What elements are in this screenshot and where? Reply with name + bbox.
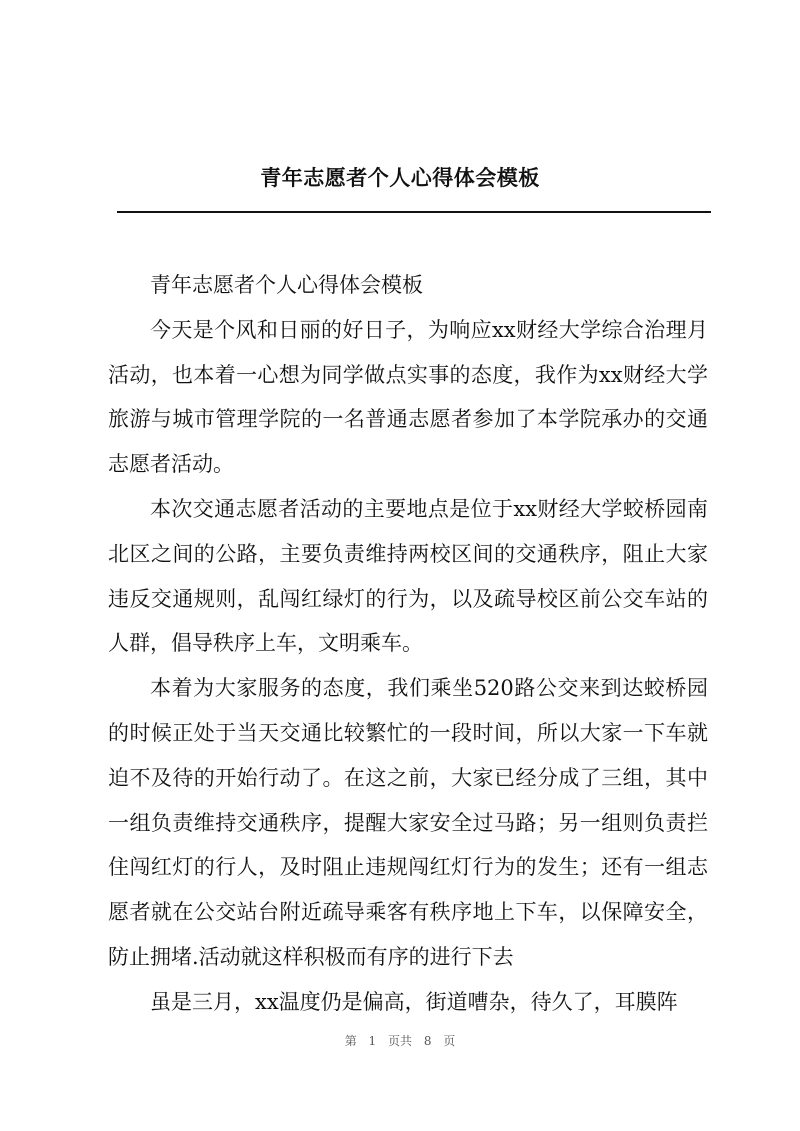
paragraph: 今天是个风和日丽的好日子，为响应xx财经大学综合治理月活动，也本着一心想为同学做点实事的态度，我作为xx财经大学旅游与城市管理学院的一名普通志愿者参加了本学院承办的交通志愿者活动。 — [108, 317, 708, 477]
paragraph: 青年志愿者个人心得体会模板 — [150, 273, 423, 297]
paragraph: 虽是三月，xx温度仍是偏高，街道嘈杂，待久了，耳膜阵 — [150, 989, 678, 1014]
paragraph: 本次交通志愿者活动的主要地点是位于xx财经大学蛟桥园南北区之间的公路，主要负责维持两校区间的交通秩序，阻止大家违反交通规则，乱闯红绿灯的行为，以及疏导校区前公交车站的人群，倡导秩序上车，文明乘车。 — [108, 496, 708, 656]
paragraph: 本着为大家服务的态度，我们乘坐520路公交来到达蛟桥园的时候正处于当天交通比较繁忙的一段时间，所以大家一下车就迫不及待的开始行动了。在这之前，大家已经分成了三组，其中一组负责维持交通秩序，提醒大家安全过马路；另一组则负责拦住闯红灯的行人，及时阻止违规闯红灯行为的发生；还有一组志愿者就在公交站台附近疏导乘客有秩序地上下车，以保障安全，防止拥堵.活动就这样积极而有序的进行下去 — [108, 676, 708, 969]
document-title: 青年志愿者个人心得体会模板 — [260, 165, 540, 190]
document-body — [108, 263, 708, 1025]
title-divider — [117, 211, 711, 213]
page-number-footer: 第 1 页共 8 页 — [344, 1034, 456, 1048]
